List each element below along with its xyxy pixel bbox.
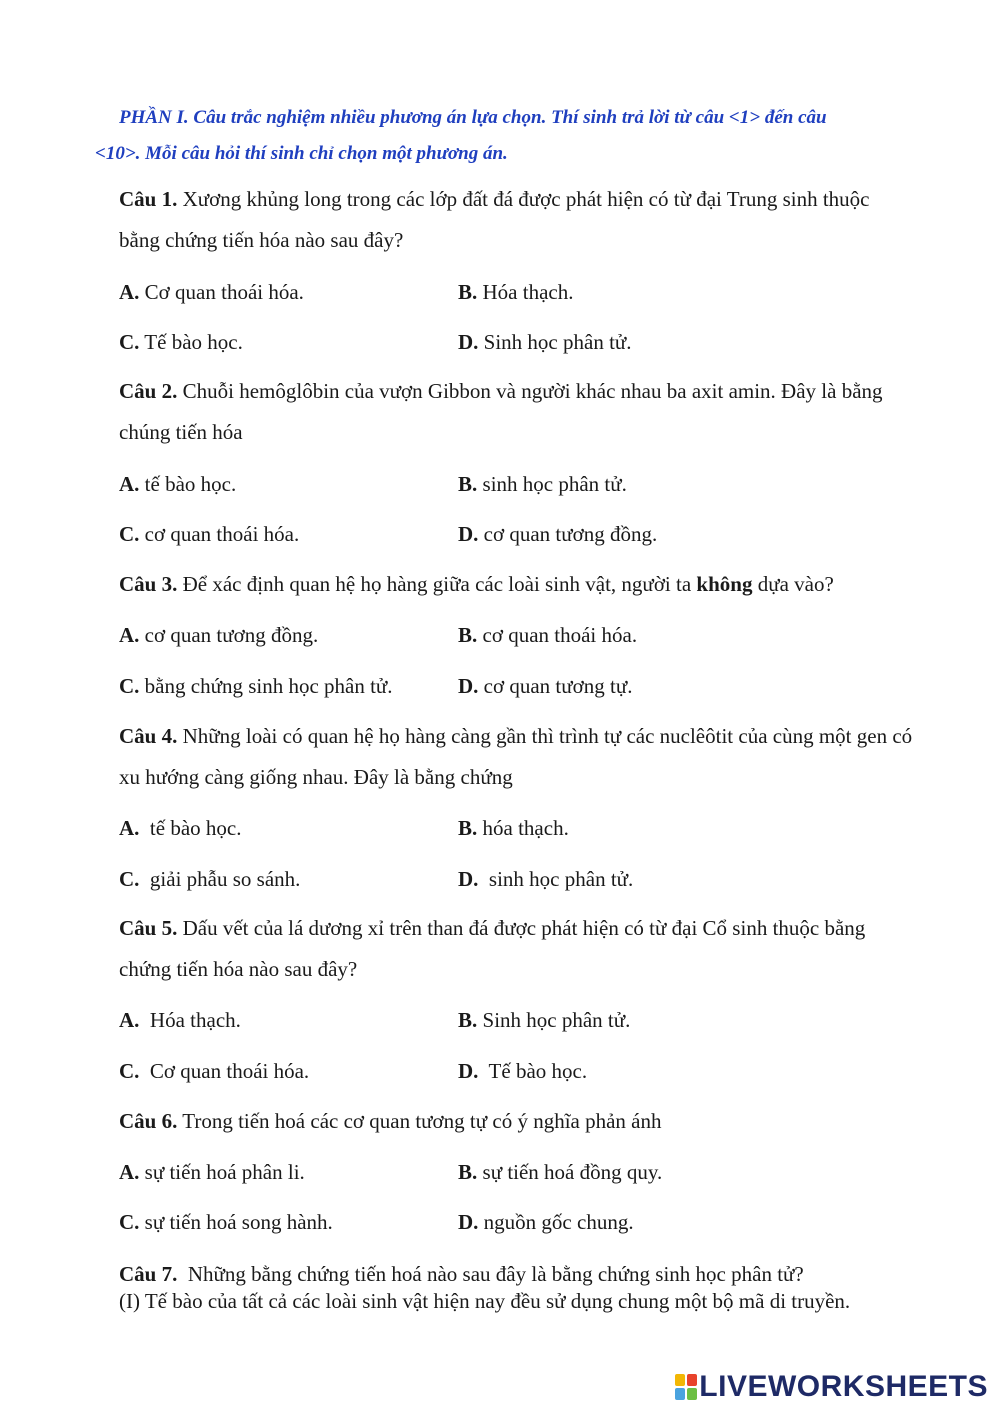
logo-square-tr (687, 1374, 697, 1386)
question-5-option-c[interactable] (119, 1056, 309, 1086)
question-3-text-before: Để xác định quan hệ họ hàng giữa các loài sinh vật, người ta (177, 572, 697, 596)
question-7 (119, 1259, 804, 1289)
option-text: bằng chứng sinh học phân tử. (139, 674, 393, 698)
logo-square-tl (675, 1374, 685, 1386)
question-4-option-b[interactable] (458, 813, 569, 843)
option-letter: D. (458, 1059, 479, 1083)
question-3-text-after: dựa vào? (752, 572, 834, 596)
question-5-text: Dấu vết của lá dương xỉ trên than đá được phát hiện có từ đại Cổ sinh thuộc bằng chứng tiến hóa nào sau đây? (119, 916, 866, 981)
option-text: Sinh học phân tử. (477, 1008, 631, 1032)
option-text: hóa thạch. (477, 816, 569, 840)
option-letter: B. (458, 623, 478, 647)
question-6-option-b[interactable] (458, 1157, 662, 1187)
option-text: cơ quan thoái hóa. (477, 623, 638, 647)
question-6-label: Câu 6. (119, 1109, 178, 1133)
logo-text: LIVEWORKSHEETS (699, 1370, 988, 1403)
option-letter: C. (119, 867, 140, 891)
question-2 (95, 371, 915, 453)
option-letter: C. (119, 1059, 140, 1083)
question-4-text: Những loài có quan hệ họ hàng càng gần thì trình tự các nuclêôtit của cùng một gen có xu hướng càng giống nhau. Đây là bằng chứng (119, 724, 913, 789)
question-6-option-a[interactable] (119, 1157, 305, 1187)
option-text: Tế bào học. (139, 330, 243, 354)
logo-square-bl (675, 1388, 685, 1400)
option-text: cơ quan tương đồng. (139, 623, 319, 647)
question-2-option-a[interactable] (119, 469, 236, 499)
question-3-label: Câu 3. (119, 572, 178, 596)
section-header (95, 100, 885, 172)
question-1-option-a[interactable] (119, 277, 304, 307)
question-2-text: Chuỗi hemôglôbin của vượn Gibbon và người khác nhau ba axit amin. Đây là bằng chúng tiến hóa (119, 379, 883, 444)
question-4-option-d[interactable] (458, 864, 633, 894)
question-7-label: Câu 7. (119, 1262, 178, 1286)
question-5-option-d[interactable] (458, 1056, 587, 1086)
option-letter: D. (458, 674, 479, 698)
option-letter: C. (119, 674, 140, 698)
option-letter: B. (458, 280, 478, 304)
question-1 (95, 179, 915, 261)
option-letter: B. (458, 472, 478, 496)
question-5-option-b[interactable] (458, 1005, 630, 1035)
question-5-option-a[interactable] (119, 1005, 241, 1035)
option-text: nguồn gốc chung. (478, 1210, 634, 1234)
question-2-option-c[interactable] (119, 519, 299, 549)
option-text: Hóa thạch. (477, 280, 574, 304)
question-1-text: Xương khủng long trong các lớp đất đá được phát hiện có từ đại Trung sinh thuộc bằng chứng tiến hóa nào sau đây? (119, 187, 870, 252)
question-1-option-d[interactable] (458, 327, 632, 357)
option-text: Tế bào học. (478, 1059, 588, 1083)
option-letter: B. (458, 816, 478, 840)
question-7-text: Những bằng chứng tiến hoá nào sau đây là bằng chứng sinh học phân tử? (177, 1262, 804, 1286)
question-6-option-d[interactable] (458, 1207, 634, 1237)
question-4-option-c[interactable] (119, 864, 300, 894)
option-letter: A. (119, 472, 140, 496)
option-letter: A. (119, 1008, 140, 1032)
question-1-option-c[interactable] (119, 327, 243, 357)
option-letter: A. (119, 280, 140, 304)
option-text: sự tiến hoá song hành. (139, 1210, 333, 1234)
question-1-label: Câu 1. (119, 187, 178, 211)
question-4-option-a[interactable] (119, 813, 241, 843)
option-letter: D. (458, 522, 479, 546)
logo-square-br (687, 1388, 697, 1400)
question-3-option-a[interactable] (119, 620, 318, 650)
option-text: giải phẫu so sánh. (139, 867, 301, 891)
liveworksheets-logo (675, 1370, 988, 1404)
option-text: sự tiến hoá đồng quy. (477, 1160, 663, 1184)
option-text: tế bào học. (139, 472, 237, 496)
liveworksheets-logo-icon (675, 1374, 697, 1400)
option-text: cơ quan tương đồng. (478, 522, 658, 546)
question-6 (95, 1101, 915, 1142)
question-3-option-c[interactable] (119, 671, 393, 701)
option-text: tế bào học. (139, 816, 242, 840)
option-text: Hóa thạch. (139, 1008, 241, 1032)
question-6-option-c[interactable] (119, 1207, 333, 1237)
option-text: Cơ quan thoái hóa. (139, 1059, 310, 1083)
question-5 (95, 908, 915, 990)
question-4 (95, 716, 915, 798)
question-4-label: Câu 4. (119, 724, 178, 748)
question-2-option-b[interactable] (458, 469, 627, 499)
question-3-option-d[interactable] (458, 671, 632, 701)
option-letter: D. (458, 867, 479, 891)
question-6-text: Trong tiến hoá các cơ quan tương tự có ý nghĩa phản ánh (177, 1109, 662, 1133)
question-3 (95, 564, 915, 605)
option-letter: A. (119, 623, 140, 647)
option-text: cơ quan tương tự. (478, 674, 633, 698)
option-text: cơ quan thoái hóa. (139, 522, 300, 546)
option-letter: C. (119, 522, 140, 546)
option-letter: D. (458, 330, 479, 354)
option-text: sinh học phân tử. (478, 867, 634, 891)
option-text: sự tiến hoá phân li. (139, 1160, 305, 1184)
section-header-line-1: PHẦN I. Câu trắc nghiệm nhiều phương án lựa chọn. Thí sinh trả lời từ câu <1> đến câu (119, 107, 827, 128)
option-letter: D. (458, 1210, 479, 1234)
question-3-option-b[interactable] (458, 620, 637, 650)
question-2-option-d[interactable] (458, 519, 657, 549)
option-text: Cơ quan thoái hóa. (139, 280, 304, 304)
option-text: sinh học phân tử. (477, 472, 627, 496)
option-letter: B. (458, 1008, 478, 1032)
question-5-label: Câu 5. (119, 916, 178, 940)
question-3-text-emphasis: không (696, 572, 753, 596)
option-letter: C. (119, 1210, 140, 1234)
option-letter: B. (458, 1160, 478, 1184)
question-7-statement-1: (I) Tế bào của tất cả các loài sinh vật hiện nay đều sử dụng chung một bộ mã di truyền. (119, 1289, 851, 1313)
question-2-label: Câu 2. (119, 379, 178, 403)
option-letter: A. (119, 1160, 140, 1184)
option-text: Sinh học phân tử. (478, 330, 632, 354)
option-letter: A. (119, 816, 140, 840)
section-header-line-2: <10>. Mỗi câu hỏi thí sinh chỉ chọn một phương án. (95, 143, 508, 164)
option-letter: C. (119, 330, 140, 354)
question-1-option-b[interactable] (458, 277, 573, 307)
